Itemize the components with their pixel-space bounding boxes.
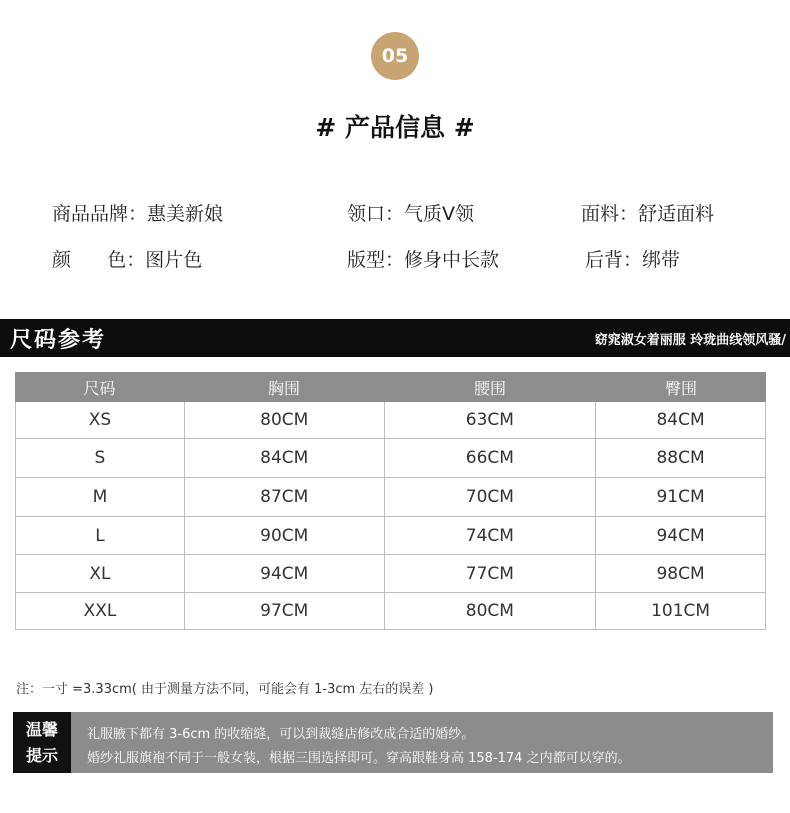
cell-hip: 94CM [596,517,766,554]
section-number-badge: 05 [371,32,419,80]
cell-size: XL [15,555,185,592]
cell-waist: 80CM [385,593,597,629]
table-row [15,593,766,630]
info-fit: 版型：修身中长款 [347,249,500,271]
header-size: 尺码 [83,378,116,398]
cell-waist: 66CM [385,439,597,477]
info-fabric: 面料：舒适面料 [581,203,715,225]
cell-size: L [15,517,185,554]
cell-bust: 94CM [185,555,385,592]
info-back: 后背：绑带 [585,249,681,271]
table-row [15,402,766,439]
header-bust: 胸围 [267,378,300,398]
table-row [15,555,766,593]
section-title: # 产品信息 # [315,113,475,142]
tip-line-2: 婚纱礼服旗袍不同于一般女装，根据三围选择即可。穿高跟鞋身高 158-174 之内都可以穿的。 [87,751,631,766]
cell-waist: 70CM [385,478,597,516]
cell-bust: 84CM [185,439,385,477]
tips-box [13,712,773,773]
cell-hip: 98CM [596,555,766,592]
cell-hip: 101CM [596,593,766,629]
cell-waist: 77CM [385,555,597,592]
cell-size: S [15,439,185,477]
cell-bust: 90CM [185,517,385,554]
tips-label-line2: 提示 [25,745,58,765]
tips-label-line1: 温馨 [25,719,58,739]
tip-line-1: 礼服腋下都有 3-6cm 的收缩缝，可以到裁缝店修改成合适的婚纱。 [87,727,475,742]
cell-waist: 63CM [385,402,597,438]
size-table [15,372,766,630]
cell-bust: 87CM [185,478,385,516]
cell-size: XXL [15,593,185,629]
header-waist: 腰围 [473,378,506,398]
info-color: 颜 色：图片色 [52,249,203,271]
cell-bust: 80CM [185,402,385,438]
size-reference-bar [0,319,790,357]
cell-waist: 74CM [385,517,597,554]
cell-hip: 84CM [596,402,766,438]
cell-hip: 88CM [596,439,766,477]
size-reference-tagline: 窈窕淑女着丽服 玲珑曲线领风骚/ [594,333,786,348]
cell-size: XS [15,402,185,438]
size-reference-title: 尺码参考 [10,327,107,353]
table-row [15,478,766,517]
measurement-note: 注：一寸 =3.33cm( 由于测量方法不同，可能会有 1-3cm 左右的误差 ) [16,682,434,697]
size-table-header [15,372,766,402]
cell-hip: 91CM [596,478,766,516]
tips-label [13,712,71,773]
table-row [15,517,766,555]
info-neckline: 领口：气质V领 [347,203,474,225]
cell-bust: 97CM [185,593,385,629]
info-brand: 商品品牌：惠美新娘 [52,203,224,225]
cell-size: M [15,478,185,516]
header-hip: 臀围 [664,378,697,398]
table-row [15,439,766,478]
